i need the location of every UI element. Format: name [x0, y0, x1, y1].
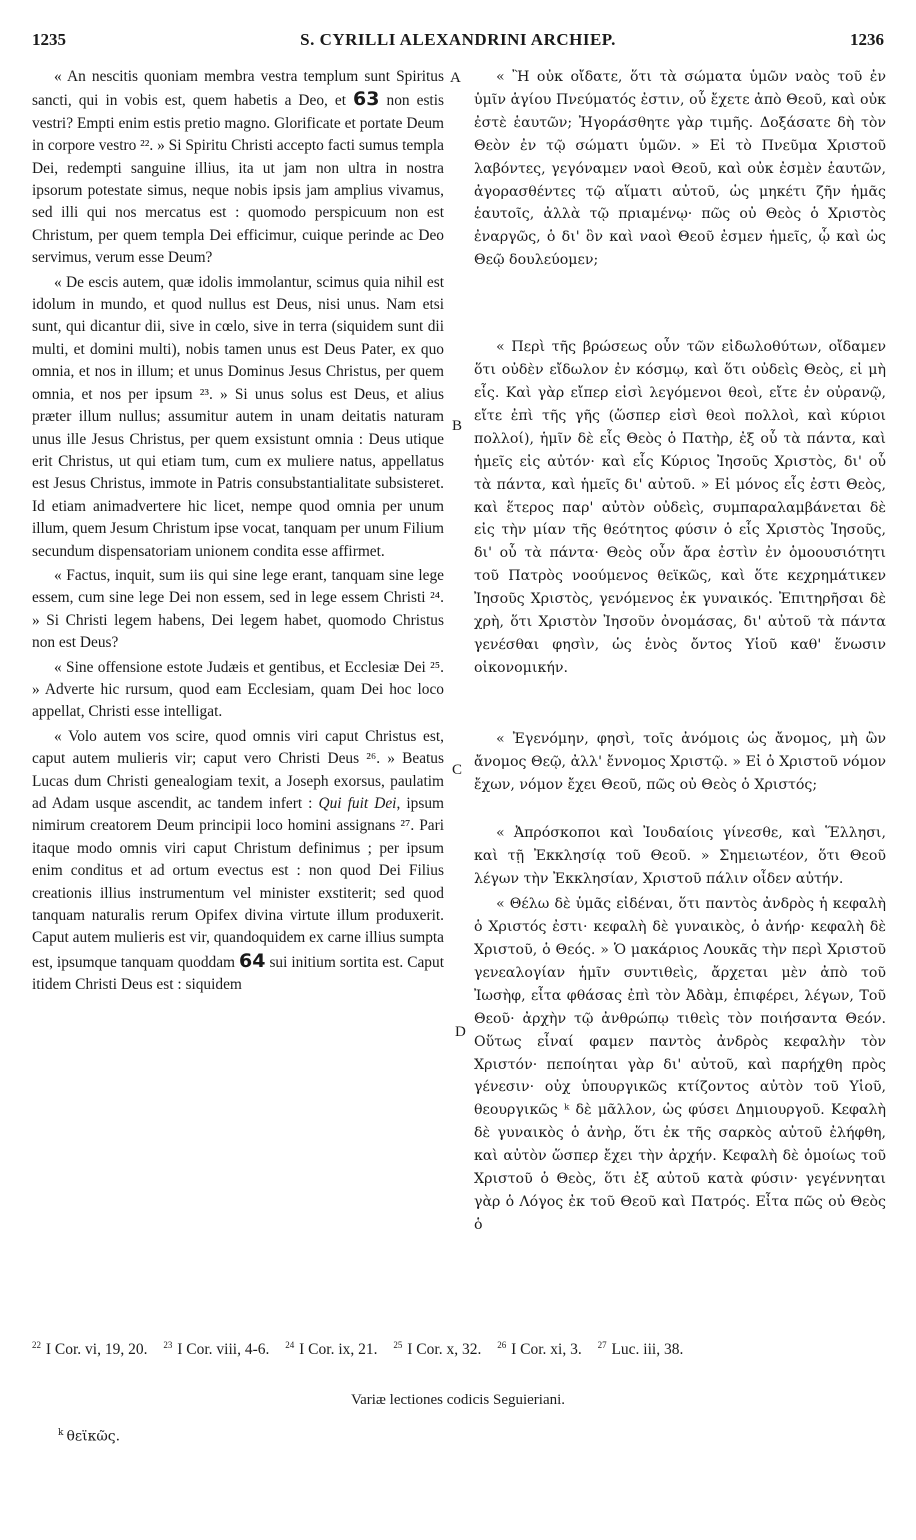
- footnote: $^{22}$ I Cor. vi, 19, 20.: [32, 1340, 148, 1359]
- variant-note: [58, 1428, 120, 1445]
- latin-column: [32, 66, 444, 997]
- margin-marker-c: C: [452, 762, 463, 778]
- greek-paragraph: « Ἐγενόμην, φησὶ, τοῖς ἀνόμοις ὡς ἄνομος, μὴ ὢν ἄνομος Θεῷ, ἀλλ' ἔννομος Χριστῷ. » Εἰ ὁ Χριστοῦ νόμον ἔχων, νόμον ἔχει Θεοῦ, πῶς οὐ Θεὸς ὁ Χριστός;: [474, 730, 886, 793]
- running-header: [32, 30, 884, 56]
- footnote: $^{24}$ I Cor. ix, 21.: [285, 1340, 378, 1359]
- latin-text: , ipsum nimirum creatorem Deum principii loco homini assignans ²⁷. Pari itaque modo omnis viri caput Christum definimus ; per ipsum enim conditus et ad ortum evectus est : non quod Dei Filius creationis illius instrumentum vel minister exstiterit; sed quod tanquam naturalis rerum Opifex divina virtute illum produxerit. Caput autem mulieris est vir, quandoquidem ex carne illius sumpta est, ipsumque tanquam quoddam: [32, 795, 444, 971]
- footnote: $^{25}$ I Cor. x, 32.: [393, 1340, 482, 1359]
- margin-marker-d: D: [455, 1024, 466, 1040]
- margin-marker-b: B: [452, 418, 463, 434]
- latin-paragraph: « Sine offensione estote Judæis et gentibus, et Ecclesiæ Dei ²⁵. » Adverte hic rursum, quod eam Ecclesiam, quam Dei hoc loco appellat, Christi esse intelligat.: [32, 658, 444, 721]
- page-number-right: 1236: [850, 30, 884, 49]
- greek-paragraph: « Θέλω δὲ ὑμᾶς εἰδέναι, ὅτι παντὸς ἀνδρὸς ἡ κεφαλὴ ὁ Χριστός ἐστι· κεφαλὴ δὲ γυναικὸς, ὁ ἀνήρ· κεφαλὴ δὲ Χριστοῦ, ὁ Θεός. » Ὁ μακάριος Λουκᾶς τὴν περὶ Χριστοῦ γενεαλογίαν ἡμῖν συντιθεὶς, ἄρχεται μὲν ἀπὸ τοῦ Ἰωσὴφ, εἶτα φθάσας ἐπὶ τὸν Ἀδὰμ, ἐπιφέρει, λέγων, Τοῦ Θεοῦ· ἀρχὴν τῷ ἀνθρώπῳ τιθεὶς τὸν ποιήσαντα Θεόν. Οὕτως εἶναί φαμεν παντὸς ἀνδρὸς κεφαλὴν τὸν Χριστόν· πεποίηται γὰρ δι' αὐτοῦ, καὶ παρήχθη πρὸς γένεσιν· οὐχ ὑπουργικῶς κτίζοντος αὐτὸν τοῦ Υἱοῦ, θεουργικῶς ᵏ δὲ μᾶλλον, ὡς φύσει Δημιουργοῦ. Κεφαλὴ δὲ γυναικὸς ὁ ἀνὴρ, ὅτι ἐκ τῆς σαρκὸς αὐτοῦ ἐλήφθη, καὶ αὐτὸν ὥσπερ ἔχει τὴν ἀρχήν. Κεφαλὴ δὲ ὁμοίως τοῦ Χριστοῦ ὁ Θεὸς, ὅτι ἐξ αὐτοῦ κατὰ φύσιν· γεγέννηται γὰρ ὁ Λόγος ἐκ τοῦ Θεοῦ καὶ Πατρός. Εἶτα πῶς οὐ Θεὸς ὁ: [474, 896, 886, 1233]
- spacer: [474, 272, 886, 336]
- latin-paragraph: « De escis autem, quæ idolis immolantur, scimus quia nihil est idolum in mundo, et quod nullus est Deus, nisi unus. Nam etsi sunt, qui dicantur dii, sive in cœlo, sive in terra (siquidem sunt dii multi, et domini multi), nobis tamen unus est Deus Pater, ex quo omnia, et nos in illum; et unus Dominus Jesus Christus, per quem omnia, et nos per ipsum ²³. » Si unus solus est Deus, et alius præter illum nullus; assumitur autem in unam deitatis naturam unus ille Jesus Christus, per quem exsistunt omnia : Deus utique erit Christus, ut qui etiam tum, cum ex muliere natus, appellatus est Jesus Christus, immote in Patris consubstantialitate subsisteret. Id etiam animadvertere hic licet, nempe quod omnia per unum illum, quem Jesum Christum ipse vocat, tanquam per unum Filium secundum dispensatoriam unionem condita esse affirmet.: [32, 273, 444, 560]
- latin-text: sui initium sortita est. Caput itidem Christi Deus est : siquidem: [32, 953, 444, 994]
- column-number: 63: [353, 88, 380, 111]
- footnotes: [32, 1334, 884, 1361]
- greek-paragraph: « Περὶ τῆς βρώσεως οὖν τῶν εἰδωλοθύτων, οἴδαμεν ὅτι οὐδὲν εἴδωλον ἐν κόσμῳ, καὶ ὅτι οὐδεὶς Θεὸς, εἰ μὴ εἷς. Καὶ γὰρ εἴπερ εἰσὶ λεγόμενοι θεοὶ, εἴτε ἐν οὐρανῷ, εἴτε ἐπὶ τῆς γῆς (ὥσπερ εἰσὶ θεοὶ πολλοὶ, καὶ κύριοι πολλοί), ἡμῖν δὲ εἷς Θεὸς ὁ Πατὴρ, ἐξ οὗ τὰ πάντα, καὶ ἡμεῖς εἰς αὐτόν· καὶ εἷς Κύριος Ἰησοῦς Χριστὸς, δι' οὗ τὰ πάντα, καὶ ἡμεῖς δι' αὐτοῦ. » Εἰ μόνος εἷς ἐστι Θεὸς, καὶ ἕτερος παρ' αὐτὸν οὐδεὶς, συμπαραλαμβάνεται δὲ εἰς τὴν μίαν τῆς θεότητος φύσιν ὁ εἷς Χριστὸς Ἰησοῦς, δι' οὗ τὰ πάντα· Θεὸς οὖν ἄρα ἐστὶν ἐν ὁμοουσιότητι τοῦ Πατρὸς νοούμενος θεϊκῶς, καὶ ὅτε κεχρημάτικεν Ἰησοῦς Χριστὸς, γενόμενος ἐκ γυναικός. Ἐπιτηρῆσαι δὲ χρὴ, ὅτι Χριστὸν Ἰησοῦν ὀνομάσας, δι' αὐτοῦ τὰ πάντα γενέσθαι φησὶν, ὡς ἑνὸς ὄντος Υἱοῦ καθ' ἕνωσιν οἰκονομικήν.: [474, 339, 886, 676]
- running-title: S. CYRILLI ALEXANDRINI ARCHIEP.: [300, 30, 616, 49]
- greek-paragraph: « Ἢ οὐκ οἴδατε, ὅτι τὰ σώματα ὑμῶν ναὸς τοῦ ἐν ὑμῖν ἁγίου Πνεύματός ἐστιν, οὗ ἔχετε ἀπὸ Θεοῦ, καὶ οὐκ ἐστὲ ἑαυτῶν; Ἠγοράσθητε γὰρ τιμῆς. Δοξάσατε δὴ τὸν Θεὸν ἐν τῷ σώματι ὑμῶν. » Εἰ τὸ Πνεῦμα Χριστοῦ λαβόντες, γεγόναμεν ναοὶ Θεοῦ, καὶ οὐκ ἐσμὲν ἑαυτῶν, ἀγορασθέντες τῷ αἵματι αὐτοῦ, ὡς μηκέτι ζῆν ἡμᾶς ἑαυτοῖς, ἀλλὰ τῷ πριαμένῳ· πῶς οὐ Θεὸς ὁ Χριστὸς ἐναργῶς, ὁ δι' ὃν καὶ ναοὶ Θεοῦ ἐσμεν ἡμεῖς, ᾧ καὶ ὡς Θεῷ δουλεύομεν;: [474, 69, 886, 269]
- latin-text: non estis vestri? Empti enim estis pretio magno. Glorificate et portate Deum in corpore vestro ²². » Si Spiritu Christi accepto facti sumus templa Dei, redempti sanguine illius, ita ut jam non ultra in nostra ipsorum potestate simus, neque nobis ipsis jam amplius vivamus, sed illi qui nos mercatus est : quomodo perspicuum non est Christum, per quem templa Dei efficimur, cuique perinde ac Deo servimus, verum esse Deum?: [32, 92, 444, 267]
- latin-paragraph: « Factus, inquit, sum iis qui sine lege erant, tanquam sine lege essem, cum sine lege Dei non essem, sed in lege essem Christi ²⁴. » Si Christi legem habens, Dei legem habet, quomodo Christus non est Deus?: [32, 566, 444, 652]
- spacer: [474, 796, 886, 822]
- column-number: 64: [239, 949, 266, 972]
- variant-text: θεϊκῶς.: [66, 1428, 121, 1445]
- margin-marker-a: A: [450, 70, 461, 86]
- footnote: $^{23}$ I Cor. viii, 4-6.: [163, 1340, 270, 1359]
- spacer: [474, 680, 886, 728]
- latin-paragraph: [32, 726, 444, 997]
- latin-italic-quote: Qui fuit Dei: [318, 795, 397, 812]
- page-number-left: 1235: [32, 30, 66, 49]
- footnote: $^{27}$ Luc. iii, 38.: [597, 1340, 684, 1359]
- greek-column: [474, 66, 886, 1237]
- greek-paragraph: « Ἀπρόσκοποι καὶ Ἰουδαίοις γίνεσθε, καὶ Ἕλλησι, καὶ τῇ Ἐκκλησίᾳ τοῦ Θεοῦ. » Σημειωτέον, ὅτι Θεοῦ λέγων τὴν Ἐκκλησίαν, Χριστοῦ πάλιν οἶδεν αὐτήν.: [474, 825, 886, 888]
- latin-text: « Volo autem vos scire, quod omnis viri caput Christus est, caput autem mulieris vir; caput vero Christi Deus ²⁶. » Beatus Lucas dum Christi genealogiam texit, a Joseph exorsus, paulatim ad Adam usque ascendit, ac tandem infert :: [32, 727, 444, 812]
- latin-text: « An nescitis quoniam membra vestra templum sunt Spiritus sancti, qui in vobis est, quem habetis a Deo, et: [32, 68, 444, 110]
- variant-key: k: [58, 1428, 64, 1438]
- variants-heading: Variæ lectiones codicis Seguieriani.: [350, 1392, 566, 1408]
- latin-paragraph: [32, 66, 444, 270]
- footnote: $^{26}$ I Cor. xi, 3.: [497, 1340, 582, 1359]
